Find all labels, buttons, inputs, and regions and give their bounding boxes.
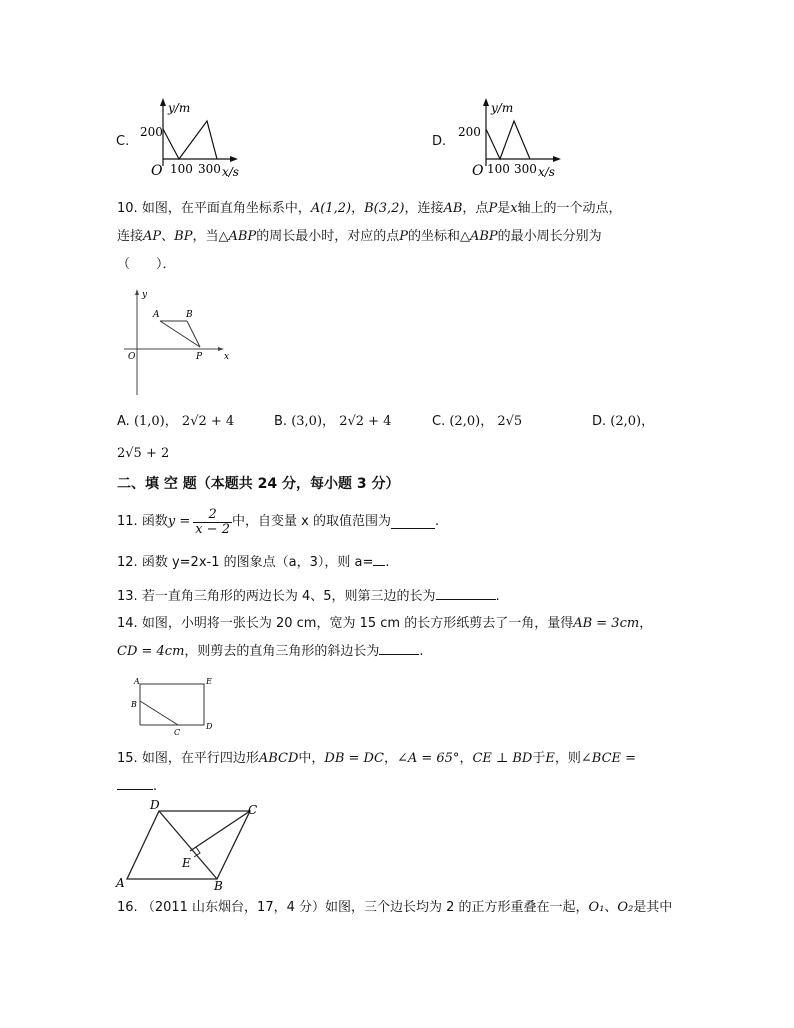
- q10-coordinate-figure: [120, 285, 240, 397]
- x-axis-arrow: [230, 156, 238, 162]
- q10-option-c: C. (2,0)， 2√5: [432, 414, 523, 429]
- label-x: x: [224, 352, 230, 362]
- label-y: y: [142, 290, 148, 300]
- q15-line1: 15. 如图，在平行四边形ABCD中，DB = DC，∠A = 65°，CE ⊥ BD于E，则∠BCE =: [117, 751, 637, 766]
- x-tick-300: 300: [198, 162, 221, 176]
- y-axis-arrow: [135, 289, 139, 295]
- q10-option-b: B. (3,0)， 2√2 + 4: [274, 414, 392, 429]
- x-axis-label: x/s: [538, 165, 555, 179]
- q11-answer-blank[interactable]: [391, 515, 435, 529]
- y-axis-label: y/m: [491, 101, 514, 115]
- label-b: B: [131, 700, 137, 709]
- q10-number: 10.: [117, 201, 138, 216]
- q16: 16. （2011 山东烟台，17，4 分）如图，三个边长均为 2 的正方形重叠在一起，O₁、O₂是其中: [117, 900, 673, 915]
- q11-fraction: $\frac{2}{x - 2}$: [195, 506, 230, 537]
- label-a: A: [153, 310, 160, 320]
- label-e: E: [206, 677, 212, 686]
- q14-line1: 14. 如图，小明将一张长为 20 cm，宽为 15 cm 的长方形纸剪去了一角，量得AB = 3cm，: [117, 616, 653, 631]
- origin-label: O: [472, 163, 484, 179]
- q10-line2: 连接AP、BP，当△ABP的周长最小时，对应的点P的坐标和△ABP的最小周长分别为: [117, 229, 602, 244]
- q12-answer-blank[interactable]: [373, 552, 385, 566]
- q13: 13. 若一直角三角形的两边长为 4、5，则第三边的长为 .: [117, 586, 500, 606]
- distance-line: [486, 121, 530, 159]
- label-p: P: [196, 352, 203, 362]
- q9-option-d-label: D.: [432, 134, 447, 149]
- label-a: A: [116, 876, 125, 890]
- q10-option-d-value: 2√5 + 2: [117, 446, 170, 461]
- q10-option-d: D. (2,0)，: [592, 414, 655, 429]
- label-e: E: [182, 856, 191, 870]
- label-o: O: [128, 352, 136, 362]
- origin-label: O: [151, 163, 163, 179]
- q9-option-c-graph: [134, 96, 246, 182]
- q10-option-a: A. (1,0)， 2√2 + 4: [117, 414, 235, 429]
- x-axis-arrow: [218, 347, 224, 351]
- q14-answer-blank[interactable]: [379, 641, 419, 655]
- x-tick-100: 100: [170, 162, 193, 176]
- x-tick-100: 100: [487, 162, 510, 176]
- y-tick-200: 200: [458, 125, 481, 139]
- y-tick-200: 200: [140, 125, 163, 139]
- distance-line: [163, 121, 217, 159]
- y-axis-label: y/m: [168, 101, 191, 115]
- x-axis-arrow: [553, 156, 561, 162]
- cut-edge-bc: [140, 701, 178, 725]
- q13-answer-blank[interactable]: [436, 586, 496, 600]
- label-c: C: [174, 728, 181, 737]
- label-a: A: [134, 677, 140, 686]
- label-c: C: [248, 803, 258, 817]
- section-heading: 二、填 空 题（本题共 24 分，每小题 3 分）: [117, 476, 400, 492]
- label-d: D: [150, 798, 160, 812]
- q9-option-d-graph: [457, 96, 569, 182]
- q10-line3: （ ）．: [117, 257, 176, 272]
- q14-rectangle-figure: [128, 675, 220, 737]
- y-axis-arrow: [160, 98, 166, 106]
- q10-line1: 10. 如图，在平面直角坐标系中，A(1,2)，B(3,2)，连接AB，点P是x轴上的一个动点，: [117, 201, 622, 216]
- q15-line2: .: [117, 776, 157, 796]
- x-axis-label: x/s: [222, 165, 239, 179]
- y-axis-arrow: [483, 98, 489, 106]
- cut-rectangle: [140, 684, 204, 725]
- q14-line2: CD = 4cm，则剪去的直角三角形的斜边长为 .: [117, 641, 424, 661]
- label-d: D: [206, 722, 213, 731]
- q9-option-c-label: C.: [116, 134, 130, 149]
- label-b: B: [214, 879, 223, 893]
- q15-answer-blank[interactable]: [117, 776, 153, 790]
- q12: 12. 函数 y=2x-1 的图象点（a，3），则 a= .: [117, 552, 389, 572]
- label-b: B: [186, 310, 193, 320]
- q15-parallelogram-figure: [112, 797, 272, 893]
- q11: 11. 函数 y = $\frac{2}{x - 2}$ 中，自变量 x 的取值范围为 .: [117, 506, 440, 537]
- x-tick-300: 300: [514, 162, 537, 176]
